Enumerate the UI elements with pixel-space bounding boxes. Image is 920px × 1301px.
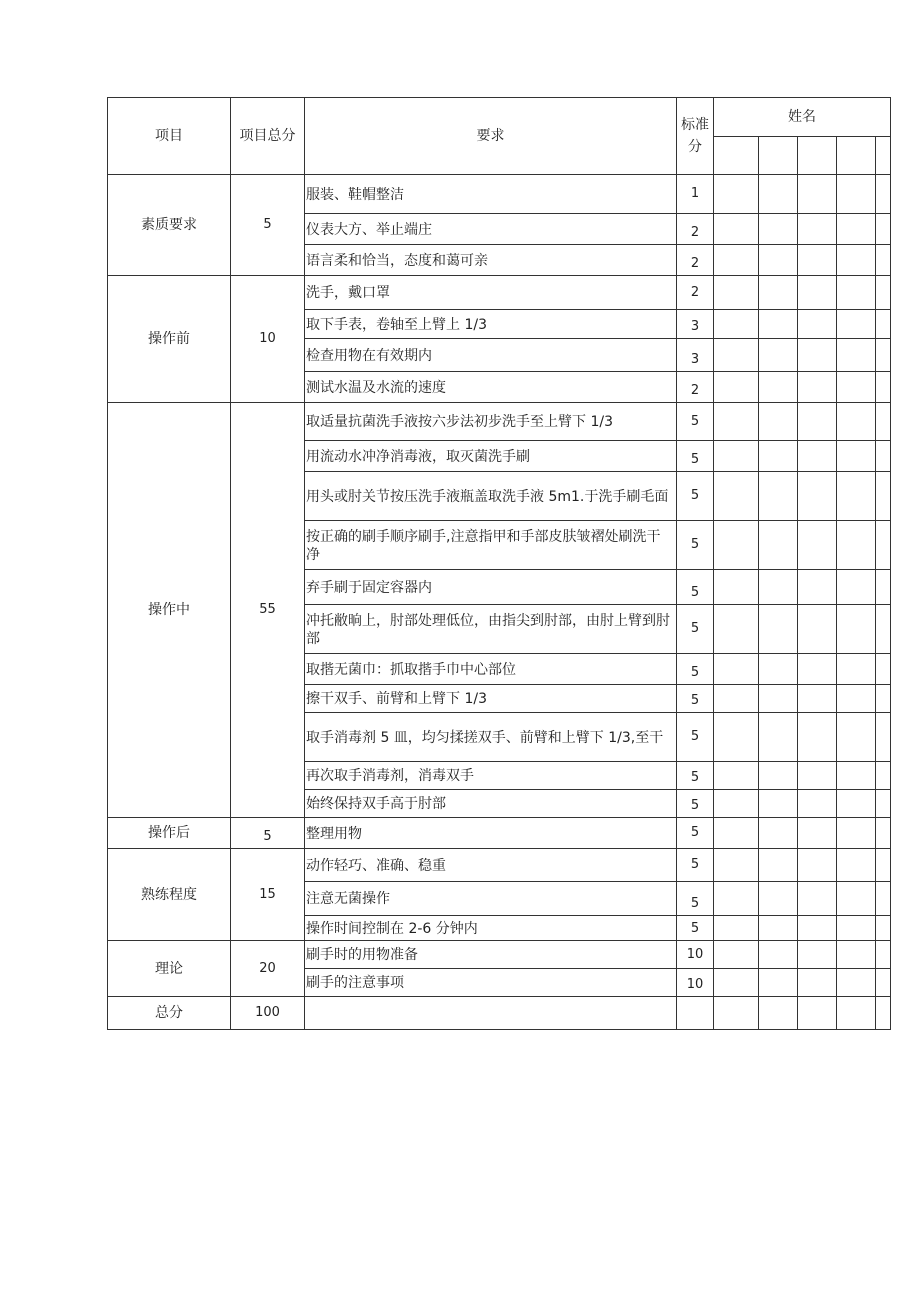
score-input-cell[interactable]: [876, 916, 891, 941]
score-input-cell[interactable]: [798, 916, 837, 941]
score-input-cell[interactable]: [876, 310, 891, 339]
score-input-cell[interactable]: [837, 916, 876, 941]
score-input-cell[interactable]: [714, 654, 759, 685]
total-row: [108, 997, 891, 1030]
score-input-cell[interactable]: [798, 570, 837, 605]
score-input-cell[interactable]: [876, 521, 891, 570]
score-input-cell[interactable]: [837, 762, 876, 790]
requirement-cell: 刷手的注意事项: [305, 969, 677, 997]
score-input-cell[interactable]: [714, 762, 759, 790]
score-input-cell[interactable]: [714, 214, 759, 245]
table-row: [108, 403, 891, 441]
score-input-cell[interactable]: [759, 605, 798, 654]
score-input-cell[interactable]: [714, 339, 759, 372]
header-requirement: 要求: [305, 98, 677, 175]
score-input-cell[interactable]: [759, 997, 798, 1030]
score-input-cell[interactable]: [714, 882, 759, 916]
score-input-cell[interactable]: [837, 310, 876, 339]
requirement-cell: 取揩无菌巾：抓取揩手巾中心部位: [305, 654, 677, 685]
score-input-cell[interactable]: [837, 790, 876, 818]
score-input-cell[interactable]: [837, 654, 876, 685]
score-input-cell[interactable]: [759, 276, 798, 310]
header-item-total: 项目总分: [231, 98, 305, 175]
score-input-cell[interactable]: [876, 441, 891, 472]
score-input-cell[interactable]: [876, 339, 891, 372]
score-input-cell[interactable]: [759, 372, 798, 403]
score-input-cell[interactable]: [837, 214, 876, 245]
standard-score-cell: 5: [677, 916, 714, 941]
score-input-cell[interactable]: [876, 969, 891, 997]
score-input-cell[interactable]: [798, 276, 837, 310]
standard-score-cell: 5: [677, 762, 714, 790]
score-input-cell[interactable]: [876, 685, 891, 713]
score-input-cell[interactable]: [714, 941, 759, 969]
standard-score-cell: 2: [677, 245, 714, 276]
score-input-cell[interactable]: [798, 372, 837, 403]
requirement-cell: 再次取手消毒剂，消毒双手: [305, 762, 677, 790]
score-input-cell[interactable]: [798, 403, 837, 441]
score-input-cell[interactable]: [837, 521, 876, 570]
score-input-cell[interactable]: [876, 849, 891, 882]
score-input-cell[interactable]: [714, 175, 759, 214]
section-total: 5: [231, 175, 305, 276]
score-input-cell[interactable]: [876, 214, 891, 245]
score-input-cell[interactable]: [759, 441, 798, 472]
requirement-cell: 取手消毒剂 5 皿，均匀揉搓双手、前臂和上臂下 1/3,至干: [305, 713, 677, 762]
score-input-cell[interactable]: [876, 818, 891, 849]
standard-score-cell: 2: [677, 276, 714, 310]
table-row: [108, 276, 891, 310]
score-input-cell[interactable]: [837, 245, 876, 276]
score-input-cell[interactable]: [714, 685, 759, 713]
score-input-cell[interactable]: [876, 654, 891, 685]
score-input-cell[interactable]: [837, 713, 876, 762]
section-total: 20: [231, 941, 305, 997]
score-input-cell[interactable]: [876, 403, 891, 441]
score-input-cell[interactable]: [798, 997, 837, 1030]
requirement-cell: 用流动水冲净消毒液，取灭菌洗手刷: [305, 441, 677, 472]
score-input-cell[interactable]: [798, 441, 837, 472]
standard-score-cell: 10: [677, 969, 714, 997]
standard-score-cell: 3: [677, 339, 714, 372]
score-input-cell[interactable]: [837, 685, 876, 713]
standard-score-cell: 5: [677, 818, 714, 849]
score-input-cell[interactable]: [798, 605, 837, 654]
header-item: 项目: [108, 98, 231, 175]
score-input-cell[interactable]: [714, 605, 759, 654]
requirement-cell: 整理用物: [305, 818, 677, 849]
standard-score-cell: 10: [677, 941, 714, 969]
score-input-cell[interactable]: [759, 175, 798, 214]
score-input-cell[interactable]: [759, 654, 798, 685]
score-input-cell[interactable]: [759, 245, 798, 276]
score-input-cell[interactable]: [876, 570, 891, 605]
score-input-cell[interactable]: [759, 339, 798, 372]
score-input-cell[interactable]: [876, 245, 891, 276]
score-input-cell[interactable]: [876, 472, 891, 521]
standard-score-cell: 5: [677, 882, 714, 916]
name-column-5: [876, 137, 891, 175]
section-name: 素质要求: [108, 175, 231, 276]
requirement-cell: 服装、鞋帽整洁: [305, 175, 677, 214]
table-row: [108, 175, 891, 214]
requirement-cell: 取下手表，卷轴至上臂上 1/3: [305, 310, 677, 339]
score-input-cell[interactable]: [837, 605, 876, 654]
score-input-cell[interactable]: [798, 790, 837, 818]
score-input-cell[interactable]: [837, 882, 876, 916]
scoring-table: [107, 97, 891, 1030]
score-input-cell[interactable]: [837, 472, 876, 521]
header-name: 姓名: [714, 98, 891, 137]
total-value: 100: [231, 997, 305, 1030]
score-input-cell[interactable]: [837, 969, 876, 997]
standard-score-cell: 1: [677, 175, 714, 214]
score-input-cell[interactable]: [759, 713, 798, 762]
score-input-cell[interactable]: [759, 685, 798, 713]
standard-score-cell: 5: [677, 605, 714, 654]
total-label: 总分: [108, 997, 231, 1030]
section-total: 5: [231, 818, 305, 849]
score-input-cell[interactable]: [759, 916, 798, 941]
score-input-cell[interactable]: [837, 403, 876, 441]
score-input-cell[interactable]: [759, 310, 798, 339]
score-input-cell[interactable]: [759, 969, 798, 997]
score-input-cell[interactable]: [714, 790, 759, 818]
score-input-cell[interactable]: [759, 882, 798, 916]
table-row: [108, 941, 891, 969]
score-input-cell[interactable]: [798, 762, 837, 790]
requirement-cell: 擦干双手、前臂和上臂下 1/3: [305, 685, 677, 713]
score-input-cell[interactable]: [714, 245, 759, 276]
score-input-cell[interactable]: [798, 713, 837, 762]
requirement-cell: 洗手，戴口罩: [305, 276, 677, 310]
score-input-cell[interactable]: [798, 175, 837, 214]
score-input-cell[interactable]: [876, 605, 891, 654]
standard-score-cell: 5: [677, 685, 714, 713]
section-total: 15: [231, 849, 305, 941]
score-input-cell[interactable]: [759, 849, 798, 882]
score-input-cell[interactable]: [798, 685, 837, 713]
score-input-cell[interactable]: [714, 997, 759, 1030]
score-input-cell[interactable]: [714, 472, 759, 521]
score-input-cell[interactable]: [759, 472, 798, 521]
total-standard-cell: [677, 997, 714, 1030]
section-name: 理论: [108, 941, 231, 997]
score-input-cell[interactable]: [714, 969, 759, 997]
section-name: 操作中: [108, 403, 231, 818]
score-input-cell[interactable]: [876, 762, 891, 790]
score-input-cell[interactable]: [759, 941, 798, 969]
name-column-3: [798, 137, 837, 175]
score-input-cell[interactable]: [759, 214, 798, 245]
score-input-cell[interactable]: [876, 790, 891, 818]
requirement-cell: 始终保持双手高于肘部: [305, 790, 677, 818]
header-standard-score: 标准分: [677, 98, 714, 175]
requirement-cell: 动作轻巧、准确、稳重: [305, 849, 677, 882]
score-input-cell[interactable]: [714, 403, 759, 441]
score-input-cell[interactable]: [714, 310, 759, 339]
requirement-cell: 弃手刷于固定容器内: [305, 570, 677, 605]
score-input-cell[interactable]: [837, 372, 876, 403]
requirement-cell: 检查用物在有效期内: [305, 339, 677, 372]
requirement-cell: 操作时间控制在 2-6 分钟内: [305, 916, 677, 941]
score-input-cell[interactable]: [798, 969, 837, 997]
score-input-cell[interactable]: [714, 713, 759, 762]
score-input-cell[interactable]: [798, 245, 837, 276]
score-input-cell[interactable]: [759, 570, 798, 605]
score-input-cell[interactable]: [714, 849, 759, 882]
score-input-cell[interactable]: [837, 849, 876, 882]
score-input-cell[interactable]: [759, 818, 798, 849]
score-input-cell[interactable]: [714, 818, 759, 849]
score-input-cell[interactable]: [798, 214, 837, 245]
score-input-cell[interactable]: [714, 521, 759, 570]
requirement-cell: 按正确的刷手顺序刷手,注意指甲和手部皮肤皱褶处刷洗干净: [305, 521, 677, 570]
requirement-cell: 刷手时的用物准备: [305, 941, 677, 969]
requirement-cell: 注意无菌操作: [305, 882, 677, 916]
requirement-cell: 取适量抗菌洗手液按六步法初步洗手至上臂下 1/3: [305, 403, 677, 441]
section-total: 55: [231, 403, 305, 818]
requirement-cell: 语言柔和恰当，态度和蔼可亲: [305, 245, 677, 276]
name-column-1: [714, 137, 759, 175]
score-input-cell[interactable]: [759, 762, 798, 790]
score-input-cell[interactable]: [876, 941, 891, 969]
standard-score-cell: 5: [677, 713, 714, 762]
section-name: 操作前: [108, 276, 231, 403]
score-input-cell[interactable]: [876, 372, 891, 403]
header-row-top: [108, 98, 891, 137]
score-input-cell[interactable]: [837, 941, 876, 969]
table-body: [108, 98, 891, 1030]
score-input-cell[interactable]: [837, 818, 876, 849]
table-row: [108, 818, 891, 849]
score-input-cell[interactable]: [798, 849, 837, 882]
standard-score-cell: 5: [677, 403, 714, 441]
score-input-cell[interactable]: [876, 175, 891, 214]
score-input-cell[interactable]: [759, 790, 798, 818]
standard-score-cell: 2: [677, 214, 714, 245]
name-column-4: [837, 137, 876, 175]
standard-score-cell: 5: [677, 654, 714, 685]
score-input-cell[interactable]: [759, 521, 798, 570]
score-input-cell[interactable]: [759, 403, 798, 441]
requirement-cell: 测试水温及水流的速度: [305, 372, 677, 403]
table-row: [108, 849, 891, 882]
standard-score-cell: 5: [677, 849, 714, 882]
score-input-cell[interactable]: [798, 472, 837, 521]
score-input-cell[interactable]: [798, 654, 837, 685]
requirement-cell: 冲托敝晌上，肘部处理低位，由指尖到肘部，由肘上臂到肘部: [305, 605, 677, 654]
score-input-cell[interactable]: [837, 570, 876, 605]
score-input-cell[interactable]: [876, 276, 891, 310]
standard-score-cell: 2: [677, 372, 714, 403]
score-input-cell[interactable]: [876, 997, 891, 1030]
score-input-cell[interactable]: [798, 941, 837, 969]
score-input-cell[interactable]: [876, 882, 891, 916]
score-input-cell[interactable]: [837, 339, 876, 372]
score-input-cell[interactable]: [798, 339, 837, 372]
section-total: 10: [231, 276, 305, 403]
section-name: 操作后: [108, 818, 231, 849]
score-input-cell[interactable]: [798, 521, 837, 570]
standard-score-cell: 5: [677, 441, 714, 472]
standard-score-cell: 5: [677, 570, 714, 605]
score-input-cell[interactable]: [876, 713, 891, 762]
score-input-cell[interactable]: [798, 310, 837, 339]
score-input-cell[interactable]: [714, 276, 759, 310]
score-input-cell[interactable]: [714, 570, 759, 605]
standard-score-cell: 5: [677, 472, 714, 521]
score-input-cell[interactable]: [714, 916, 759, 941]
score-input-cell[interactable]: [798, 882, 837, 916]
score-input-cell[interactable]: [837, 997, 876, 1030]
standard-score-cell: 3: [677, 310, 714, 339]
total-requirement-cell: [305, 997, 677, 1030]
score-input-cell[interactable]: [798, 818, 837, 849]
name-column-2: [759, 137, 798, 175]
standard-score-cell: 5: [677, 521, 714, 570]
score-input-cell[interactable]: [714, 372, 759, 403]
score-input-cell[interactable]: [714, 441, 759, 472]
score-input-cell[interactable]: [837, 441, 876, 472]
standard-score-cell: 5: [677, 790, 714, 818]
requirement-cell: 用头或肘关节按压洗手液瓶盖取洗手液 5m1.于洗手刷毛面: [305, 472, 677, 521]
requirement-cell: 仪表大方、举止端庄: [305, 214, 677, 245]
score-input-cell[interactable]: [837, 175, 876, 214]
score-input-cell[interactable]: [837, 276, 876, 310]
section-name: 熟练程度: [108, 849, 231, 941]
